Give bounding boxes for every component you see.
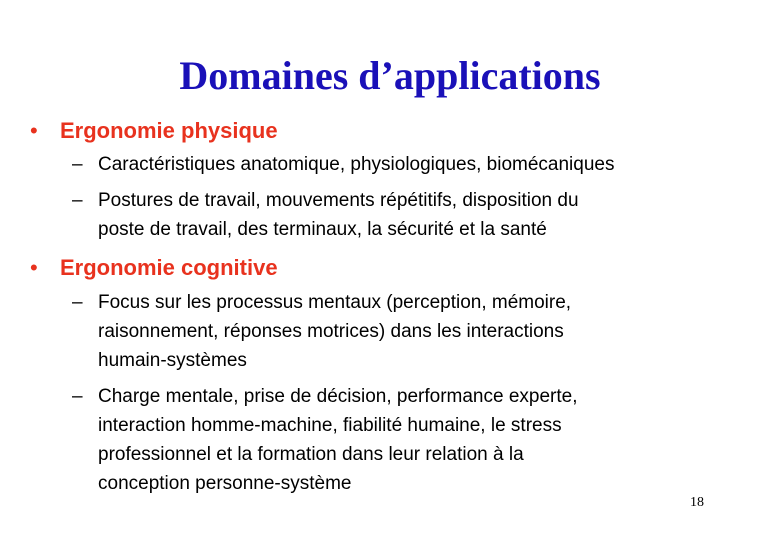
list-item-text: Postures de travail, mouvements répétitifs, disposition du poste de travail, des terminaux, la sécurité et la santé: [98, 190, 579, 240]
page-number: 18: [690, 495, 704, 510]
section-heading-label: Ergonomie cognitive: [60, 255, 278, 280]
page-title: Domaines d’applications: [179, 53, 601, 98]
list-item-text: Focus sur les processus mentaux (perception, mémoire, raisonnement, réponses motrices) dans les interactions humain-systèmes: [98, 292, 572, 371]
bullet-icon: •: [30, 255, 38, 280]
list-item-text: Caractéristiques anatomique, physiologiques, biomécaniques: [98, 154, 615, 175]
section-heading-label: Ergonomie physique: [60, 118, 278, 143]
list-item-text: Charge mentale, prise de décision, performance experte, interaction homme-machine, fiabilité humaine, le stress professionnel et la formation dans leur relation à la conception personne-système: [98, 386, 578, 494]
dash-icon: –: [72, 190, 83, 211]
bullet-icon: •: [30, 118, 38, 143]
dash-icon: –: [72, 154, 83, 175]
dash-icon: –: [72, 292, 83, 313]
dash-icon: –: [72, 386, 83, 407]
